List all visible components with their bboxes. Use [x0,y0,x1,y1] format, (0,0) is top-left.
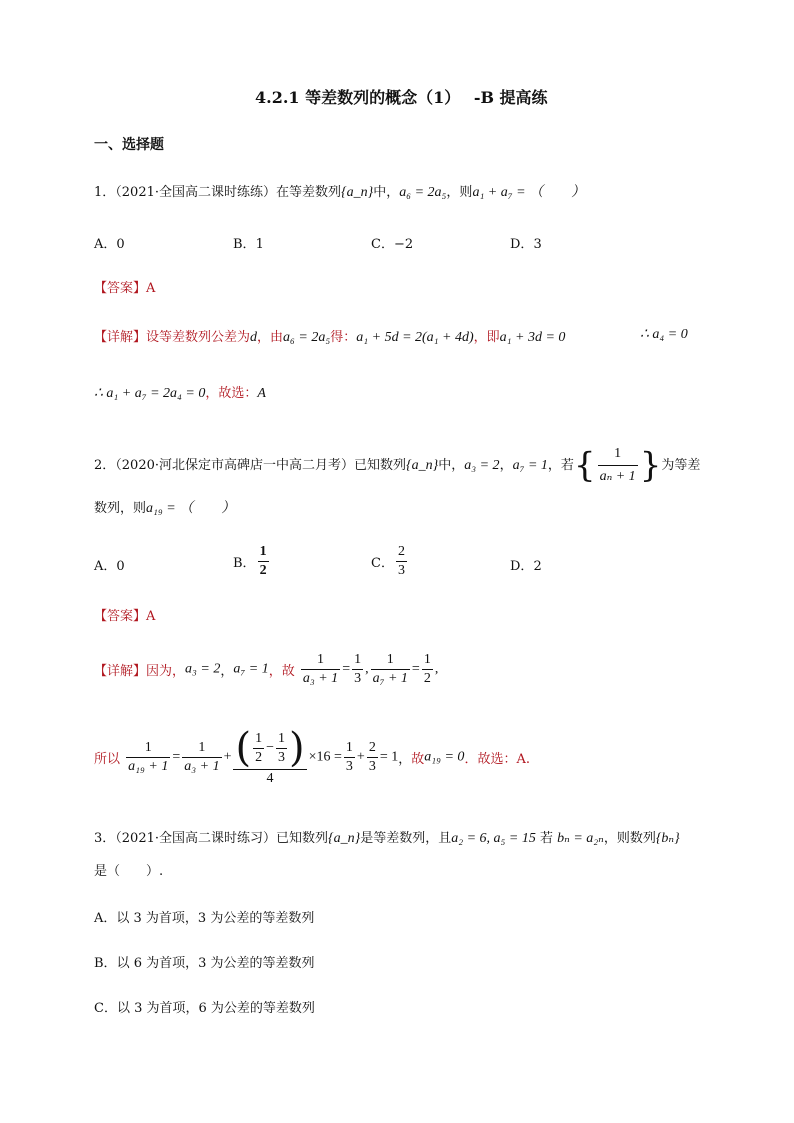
math-expr: {a_n} [341,185,374,200]
page-title: 4.2.1 等差数列的概念（1） -B 提高练 [255,88,548,107]
option-a: A．0 [94,237,125,252]
question-source: （2021·全国高二课时练练） [115,185,276,200]
detail-q1-a4: ∴ a₄ = 0 [640,327,688,342]
question-2-line1: 2．（2020·河北保定市高碑店一中高二月考）已知数列{a_n}中，a₃ = 2，a₇ = 1，若{ $\frac{1}{\text{aₙ + 1}}$ }为等差 [94,445,701,486]
math-expr: a₆ = 2a₅ [399,185,447,200]
option-d: D．3 [510,237,542,252]
question-source: （2020·河北保定市高碑店一中高二月考） [115,458,354,473]
question-source: （2021·全国高二课时练习） [115,831,276,846]
question-3-line2: 是（ ）. [94,864,164,879]
math-expr: a₁ + a₇ = （ ） [472,185,586,200]
answer-label: 【答案】A [94,281,156,296]
question-3-line1: 3．（2021·全国高二课时练习）已知数列{a_n}是等差数列，且a₂ = 6, a₅ = 15 若 bₙ = a₂ₙ，则数列{bₙ} [94,831,680,846]
option-b: B．以 6 为首项，3 为公差的等差数列 [94,956,315,971]
detail-q2-line1: 【详解】因为，a₃ = 2，a₇ = 1，故 $\frac{1}{\text{a₃ + 1}}$ = $\frac{1}{3}$ , $\frac{1}{\text{a₇ + 1}}$ = $\frac{1}{2}$ , [94,652,439,686]
answer-label: 【答案】A [94,609,156,624]
section-heading: 一、选择题 [94,137,164,153]
detail-q1-line1: 【详解】设等差数列公差为d，由a₆ = 2a₅得：a₁ + 5d = 2(a₁ + 4d)，即a₁ + 3d = 0 [94,330,566,345]
option-c: C． $\frac{2}{3}$ [371,544,405,578]
option-c: C．以 3 为首项，6 为公差的等差数列 [94,1001,315,1016]
question-1: 1．（2021·全国高二课时练练）在等差数列{a_n}中，a₆ = 2a₅，则a₁ + a₇ = （ ） [94,185,586,200]
option-b: B．1 [233,237,264,252]
question-number: 2． [94,458,116,473]
option-b: B． $\frac{1}{2}$ [233,544,267,578]
question-number: 1． [94,185,116,200]
question-2-line2: 数列，则a₁₉ = （ ） [94,501,236,516]
option-c: C．−2 [371,237,414,252]
option-d: D．2 [510,559,542,574]
detail-q1-line2: ∴ a₁ + a₇ = 2a₄ = 0，故选：A [94,386,266,401]
question-number: 3． [94,831,116,846]
option-a: A．0 [94,559,125,574]
detail-q2-line2: 所以 $\frac{1}{\text{a₁₉ + 1}}$ = $\frac{1}{\text{a₃ + 1}}$ + ( $\frac{1}{2}$ − $\frac{1}{3}$ ) 4 ×16 = $\frac{1}{3}$ + $\frac{2}{3}$ = 1，故a₁₉ = 0．故选：A. [94,725,530,786]
option-a: A．以 3 为首项，3 为公差的等差数列 [94,911,315,926]
